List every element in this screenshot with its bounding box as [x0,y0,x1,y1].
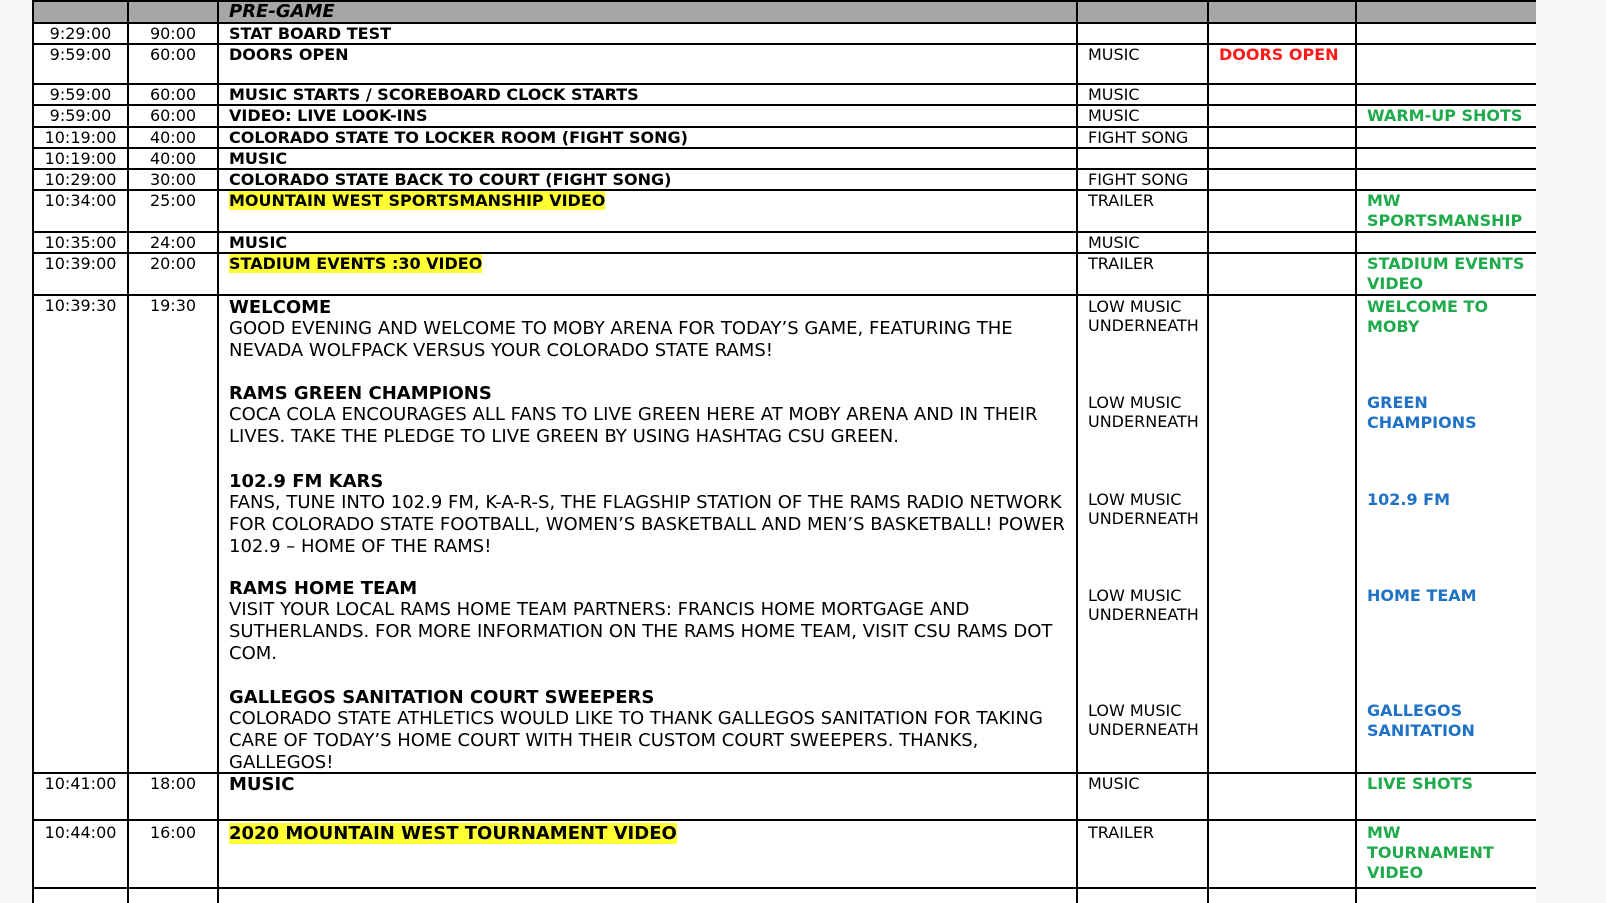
time-cell: 9:59:00 [33,44,128,84]
audio-cell [1077,295,1208,773]
table-row [33,84,1536,105]
audio-cell: TRAILER [1077,253,1208,295]
time-cell: 10:41:00 [33,773,128,820]
time-cell: 10:19:00 [33,127,128,148]
segment-body: FANS, TUNE INTO 102.9 FM, K-A-R-S, THE FLAGSHIP STATION OF THE RAMS RADIO NETWORK FOR COLORADO STATE FOOTBALL, WOMEN’S BASKETBALL AND MEN’S BASKETBALL! POWER 102.9 – HOME OF THE RAMS! [229,492,1065,557]
audio-cell: MUSIC [1077,44,1208,84]
countdown-cell: 19:30 [128,295,218,773]
countdown-cell: 16:00 [128,820,218,888]
board-cell [1356,127,1536,148]
time-cell: 10:29:00 [33,169,128,190]
section-title: PRE-GAME [218,1,1077,23]
lighting-cell [1208,84,1356,105]
countdown-cell: 90:00 [128,23,218,44]
countdown-cell: 30:00 [128,169,218,190]
time-cell: 10:39:00 [33,253,128,295]
lighting-cell [1208,253,1356,295]
lighting-cell [1208,169,1356,190]
welcome-script-row [33,295,1536,773]
board-cue: HOME TEAM [1367,586,1477,605]
board-cell: WARM-UP SHOTS [1356,105,1536,127]
board-cue: GALLEGOS SANITATION [1367,701,1475,740]
audio-cue: LOW MUSIC UNDERNEATH [1088,586,1199,624]
board-cell [1356,888,1536,903]
countdown-cell: 40:00 [128,148,218,169]
board-cue: 102.9 FM [1367,490,1451,509]
item-cell [218,888,1077,903]
table-row-cut-off [33,888,1536,903]
board-cell: LIVE SHOTS [1356,773,1536,820]
time-cell: 9:29:00 [33,23,128,44]
header-duration-cell [128,1,218,23]
script-segment-home-team [229,578,1068,665]
segment-body: COCA COLA ENCOURAGES ALL FANS TO LIVE GREEN HERE AT MOBY ARENA AND IN THEIR LIVES. TAKE THE PLEDGE TO LIVE GREEN BY USING HASHTAG CSU GREEN. [229,404,1038,447]
lighting-cell [1208,23,1356,44]
board-cell [1356,169,1536,190]
audio-cue: LOW MUSIC UNDERNEATH [1088,701,1199,739]
lighting-cell [1208,295,1356,773]
audio-cell: FIGHT SONG [1077,127,1208,148]
segment-body: VISIT YOUR LOCAL RAMS HOME TEAM PARTNERS: FRANCIS HOME MORTGAGE AND SUTHERLANDS. FOR MORE INFORMATION ON THE RAMS HOME TEAM, VISIT CSU RAMS DOT COM. [229,599,1053,664]
lighting-cell [1208,190,1356,232]
table-row [33,253,1536,295]
header-lighting-cell [1208,1,1356,23]
countdown-cell: 25:00 [128,190,218,232]
lighting-cell [1208,232,1356,253]
item-cell [218,253,1077,295]
header-time-cell [33,1,128,23]
countdown-cell: 40:00 [128,127,218,148]
highlighted-item-text: STADIUM EVENTS :30 VIDEO [229,254,483,273]
audio-cell: MUSIC [1077,773,1208,820]
item-cell [218,190,1077,232]
segment-title: 102.9 FM KARS [229,471,384,492]
time-cell: 10:39:30 [33,295,128,773]
item-cell: MUSIC [218,232,1077,253]
audio-cell: TRAILER [1077,190,1208,232]
countdown-cell: 18:00 [128,773,218,820]
board-cue: GREEN CHAMPIONS [1367,393,1477,432]
header-board-cell [1356,1,1536,23]
time-cell: 9:59:00 [33,105,128,127]
segment-body: COLORADO STATE ATHLETICS WOULD LIKE TO THANK GALLEGOS SANITATION FOR TAKING CARE OF TODAY’S HOME COURT WITH THEIR CUSTOM COURT SWEEPERS. THANKS, GALLEGOS! [229,708,1043,773]
audio-cell: MUSIC [1077,232,1208,253]
time-cell: 9:59:00 [33,84,128,105]
table-row [33,773,1536,820]
audio-cue: LOW MUSIC UNDERNEATH [1088,393,1199,431]
table-row [33,169,1536,190]
segment-title: WELCOME [229,297,332,318]
audio-cell [1077,23,1208,44]
table-row [33,44,1536,84]
board-cell [1356,23,1536,44]
table-row [33,127,1536,148]
item-cell: MUSIC [218,773,1077,820]
audio-cell [1077,888,1208,903]
lighting-cell [1208,820,1356,888]
board-cell [1356,148,1536,169]
item-cell: COLORADO STATE BACK TO COURT (FIGHT SONG) [218,169,1077,190]
lighting-cell [1208,148,1356,169]
lighting-cell [1208,773,1356,820]
table-row [33,232,1536,253]
audio-cell: FIGHT SONG [1077,169,1208,190]
audio-cell: MUSIC [1077,84,1208,105]
board-cell: MW SPORTSMANSHIP [1356,190,1536,232]
script-segment-kars [229,471,1068,558]
section-header-row [33,1,1536,23]
countdown-cell [128,888,218,903]
board-cue: WELCOME TO MOBY [1367,297,1489,336]
script-segment-gallegos [229,687,1068,773]
item-cell: STAT BOARD TEST [218,23,1077,44]
script-segment-welcome [229,297,1068,362]
time-cell: 10:35:00 [33,232,128,253]
run-of-show-table [32,0,1536,903]
table-row [33,105,1536,127]
table-row [33,23,1536,44]
countdown-cell: 24:00 [128,232,218,253]
time-cell: 10:19:00 [33,148,128,169]
audio-cell: MUSIC [1077,105,1208,127]
countdown-cell: 20:00 [128,253,218,295]
segment-title: GALLEGOS SANITATION COURT SWEEPERS [229,687,655,708]
highlighted-item-text: 2020 MOUNTAIN WEST TOURNAMENT VIDEO [229,823,677,844]
audio-cell: TRAILER [1077,820,1208,888]
table-row [33,820,1536,888]
script-cell [218,295,1077,773]
board-cell: STADIUM EVENTS VIDEO [1356,253,1536,295]
lighting-cell [1208,888,1356,903]
lighting-cell [1208,105,1356,127]
segment-body: GOOD EVENING AND WELCOME TO MOBY ARENA FOR TODAY’S GAME, FEATURING THE NEVADA WOLFPACK VERSUS YOUR COLORADO STATE RAMS! [229,318,1013,361]
lighting-cell [1208,127,1356,148]
item-cell: COLORADO STATE TO LOCKER ROOM (FIGHT SONG) [218,127,1077,148]
countdown-cell: 60:00 [128,44,218,84]
time-cell: 10:44:00 [33,820,128,888]
board-cell [1356,44,1536,84]
highlighted-item-text: MOUNTAIN WEST SPORTSMANSHIP VIDEO [229,191,606,210]
audio-cell [1077,148,1208,169]
countdown-cell: 60:00 [128,84,218,105]
audio-cue: LOW MUSIC UNDERNEATH [1088,490,1199,528]
board-cell: MW TOURNAMENT VIDEO [1356,820,1536,888]
run-of-show-sheet [32,0,1536,903]
lighting-cell-doors-open: DOORS OPEN [1208,44,1356,84]
segment-title: RAMS HOME TEAM [229,578,418,599]
audio-cue: LOW MUSIC UNDERNEATH [1088,297,1199,335]
countdown-cell: 60:00 [128,105,218,127]
table-row [33,190,1536,232]
item-cell [218,820,1077,888]
header-audio-cell [1077,1,1208,23]
board-cell [1356,295,1536,773]
item-cell: MUSIC STARTS / SCOREBOARD CLOCK STARTS [218,84,1077,105]
item-cell: MUSIC [218,148,1077,169]
script-segment-green-champions [229,383,1068,448]
segment-title: RAMS GREEN CHAMPIONS [229,383,492,404]
time-cell [33,888,128,903]
table-row [33,148,1536,169]
board-cell [1356,232,1536,253]
item-cell: VIDEO: LIVE LOOK-INS [218,105,1077,127]
board-cell [1356,84,1536,105]
item-cell: DOORS OPEN [218,44,1077,84]
time-cell: 10:34:00 [33,190,128,232]
